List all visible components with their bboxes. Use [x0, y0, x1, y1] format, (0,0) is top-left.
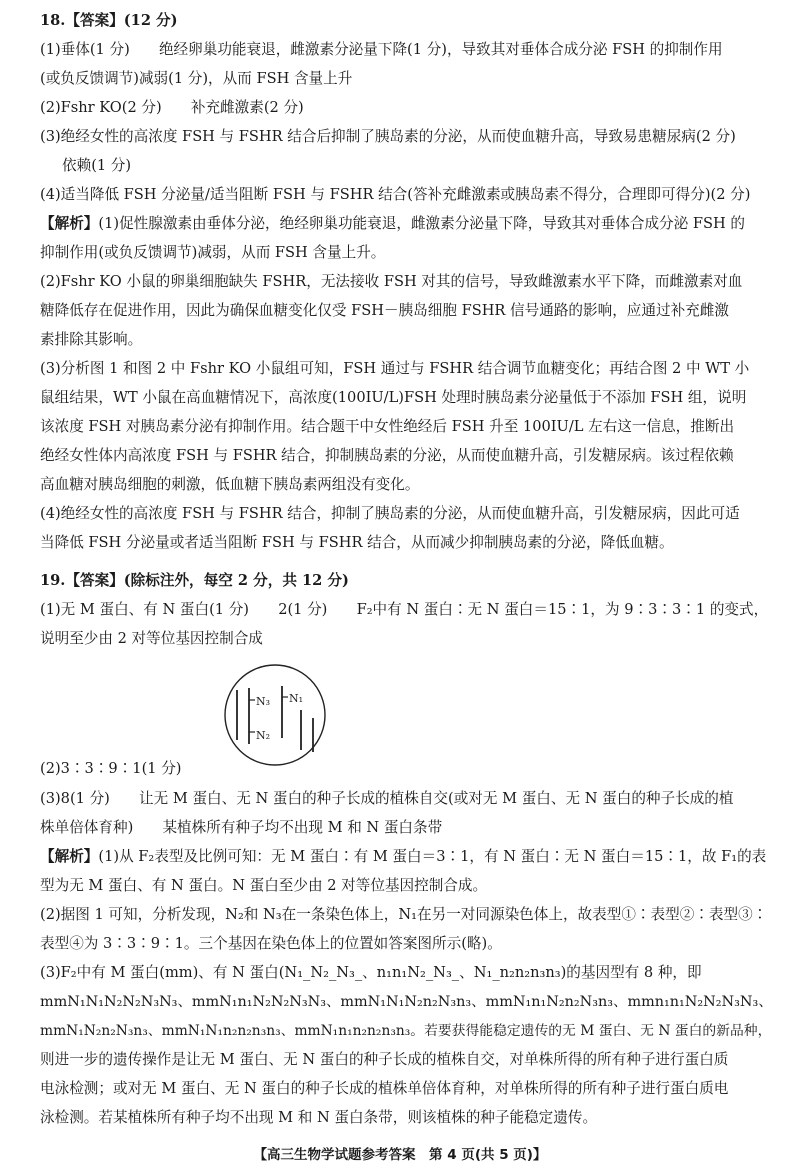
q19-analysis-3-line-6: 泳检测。若某植株所有种子均不出现 M 和 N 蛋白条带，则该植株的种子能稳定遗传。 — [40, 1109, 598, 1126]
q19-analysis-3-line-1: (3)F₂中有 M 蛋白(mm)、有 N 蛋白(N₁_N₂_N₃_、n₁n₁N₂_N₃_、N₁_n₂n₂n₃n₃)的基因型有 8 种，即 — [40, 964, 702, 981]
q19-answer-1-line-1: (1)无 M 蛋白、有 N 蛋白(1 分) 2(1 分) F₂中有 N 蛋白∶无 N 蛋白＝15∶1，为 9∶3∶3∶1 的变式， — [40, 601, 769, 618]
q18-analysis-2-line-1: (2)Fshr KO 小鼠的卵巢细胞缺失 FSHR，无法接收 FSH 对其的信号，导致雌激素水平下降，而雌激素对血 — [40, 273, 743, 290]
label-n3: N₃ — [256, 695, 271, 708]
q18-analysis-2-line-2: 糖降低存在促进作用，因此为确保血糖变化仅受 FSH－胰岛细胞 FSHR 信号通路的影响，应通过补充雌激 — [40, 302, 729, 319]
q18-analysis-1-text: (1)促性腺激素由垂体分泌，绝经卵巢功能衰退，雌激素分泌量下降，导致其对垂体合成分泌 FSH 的 — [98, 215, 745, 232]
q18-analysis-4-line-1: (4)绝经女性的高浓度 FSH 与 FSHR 结合，抑制了胰岛素的分泌，从而使血糖升高，引发糖尿病，因此可适 — [40, 505, 740, 522]
chromosome-diagram — [220, 662, 330, 768]
q18-analysis-3-line-2: 鼠组结果，WT 小鼠在高血糖情况下，高浓度(100IU/L)FSH 处理时胰岛素分泌量低于不添加 FSH 组，说明 — [40, 389, 747, 406]
q18-analysis-3-line-1: (3)分析图 1 和图 2 中 Fshr KO 小鼠组可知，FSH 通过与 FSHR 结合调节血糖变化；再结合图 2 中 WT 小 — [40, 360, 750, 377]
q18-answer-1-line-2: (或负反馈调节)减弱(1 分)，从而 FSH 含量上升 — [40, 70, 353, 87]
q19-analysis-1-text: (1)从 F₂表型及比例可知：无 M 蛋白∶有 M 蛋白＝3∶1，有 N 蛋白∶无 N 蛋白＝15∶1，故 F₁的表 — [98, 848, 767, 865]
q18-answer-1-line-1: (1)垂体(1 分) 绝经卵巢功能衰退，雌激素分泌量下降(1 分)，导致其对垂体合成分泌 FSH 的抑制作用 — [40, 41, 723, 58]
cell-circle — [225, 665, 325, 765]
q18-answer-2: (2)Fshr KO(2 分) 补充雌激素(2 分) — [40, 99, 304, 116]
q19-heading: 19.【答案】(除标注外，每空 2 分，共 12 分) — [40, 572, 349, 589]
q18-answer-3-line-2: 依赖(1 分) — [62, 157, 132, 174]
q19-analysis-2-line-1: (2)据图 1 可知，分析发现，N₂和 N₃在一条染色体上，N₁在另一对同源染色体上，故表型①∶表型②∶表型③∶ — [40, 906, 768, 923]
q18-analysis-1-line-1 — [40, 211, 780, 237]
q18-analysis-3-line-5: 高血糖对胰岛细胞的刺激，低血糖下胰岛素两组没有变化。 — [40, 476, 420, 493]
label-n2: N₂ — [256, 729, 271, 742]
q19-analysis-3-line-3: mmN₁N₂n₂N₃n₃、mmN₁N₁n₂n₂n₃n₃、mmN₁n₁n₂n₂n₃n₃。若要获得能稳定遗传的无 M 蛋白、无 N 蛋白的新品种， — [40, 1023, 772, 1039]
analysis-label: 【解析】 — [40, 215, 99, 232]
q18-analysis-4-line-2: 当降低 FSH 分泌量或者适当阻断 FSH 与 FSHR 结合，从而减少抑制胰岛素的分泌，降低血糖。 — [40, 534, 674, 551]
label-n1: N₁ — [289, 692, 304, 705]
q18-answer-4: (4)适当降低 FSH 分泌量/适当阻断 FSH 与 FSHR 结合(答补充雌激素或胰岛素不得分，合理即可得分)(2 分) — [40, 186, 751, 203]
q18-answer-3-line-1: (3)绝经女性的高浓度 FSH 与 FSHR 结合后抑制了胰岛素的分泌，从而使血糖升高，导致易患糖尿病(2 分) — [40, 128, 736, 145]
q18-heading: 18.【答案】(12 分) — [40, 12, 178, 29]
q19-answer-3-line-2: 株单倍体育种) 某植株所有种子均不出现 M 和 N 蛋白条带 — [40, 819, 443, 836]
q18-analysis-1-line-2: 抑制作用(或负反馈调节)减弱，从而 FSH 含量上升。 — [40, 244, 386, 261]
q19-answer-2: (2)3∶3∶9∶1(1 分) — [40, 760, 182, 777]
q19-analysis-1-line-1 — [40, 844, 780, 870]
q19-analysis-1-line-2: 型为无 M 蛋白、有 N 蛋白。N 蛋白至少由 2 对等位基因控制合成。 — [40, 877, 488, 894]
q18-analysis-3-line-4: 绝经女性体内高浓度 FSH 与 FSHR 结合，抑制胰岛素的分泌，从而使血糖升高，引发糖尿病。该过程依赖 — [40, 447, 734, 464]
q19-analysis-2-line-2: 表型④为 3∶3∶9∶1。三个基因在染色体上的位置如答案图所示(略)。 — [40, 935, 502, 952]
q19-analysis-3-line-4: 则进一步的遗传操作是让无 M 蛋白、无 N 蛋白的种子长成的植株自交，对单株所得的所有种子进行蛋白质 — [40, 1051, 729, 1068]
q19-analysis-3-line-5: 电泳检测；或对无 M 蛋白、无 N 蛋白的种子长成的植株单倍体育种，对单株所得的所有种子进行蛋白质电 — [40, 1080, 729, 1097]
q19-answer-1-line-2: 说明至少由 2 对等位基因控制合成 — [40, 630, 263, 647]
q18-analysis-3-line-3: 该浓度 FSH 对胰岛素分泌有抑制作用。结合题干中女性绝经后 FSH 升至 100IU/L 左右这一信息，推断出 — [40, 418, 735, 435]
q18-analysis-2-line-3: 素排除其影响。 — [40, 331, 143, 348]
q19-answer-3-line-1: (3)8(1 分) 让无 M 蛋白、无 N 蛋白的种子长成的植株自交(或对无 M 蛋白、无 N 蛋白的种子长成的植 — [40, 790, 734, 807]
page-footer: 【高三生物学试题参考答案 第 4 页(共 5 页)】 — [253, 1147, 547, 1163]
analysis-label: 【解析】 — [40, 848, 99, 865]
q19-analysis-3-line-2: mmN₁N₁N₂N₂N₃N₃、mmN₁n₁N₂N₂N₃N₃、mmN₁N₁N₂n₂N₃n₃、mmN₁n₁N₂n₂N₃n₃、mmn₁n₁N₂N₂N₃N₃、 — [40, 994, 773, 1010]
